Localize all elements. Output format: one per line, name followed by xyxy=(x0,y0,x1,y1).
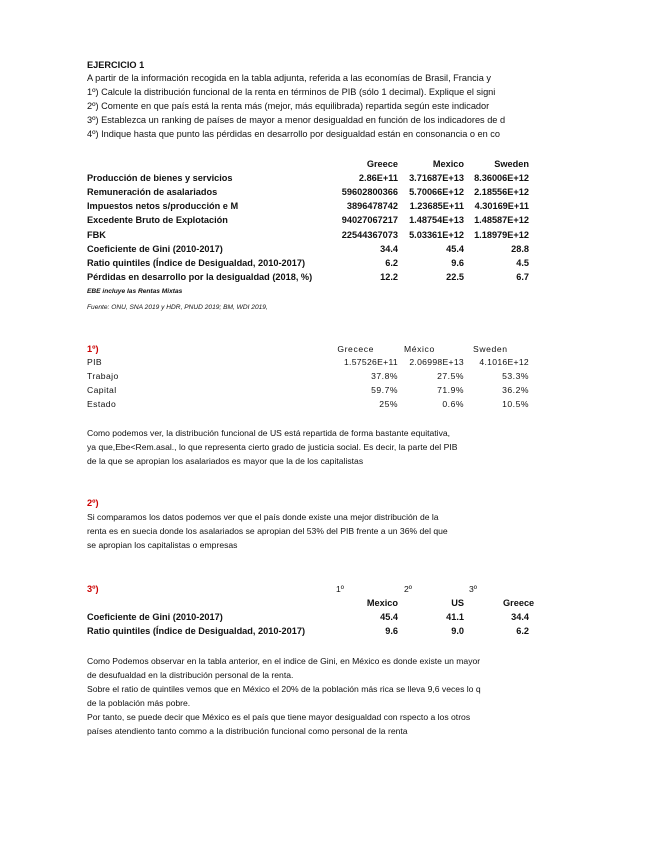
cell-value: 27.5% xyxy=(437,371,464,381)
table-row xyxy=(0,625,655,638)
cell-value: 41.1 xyxy=(446,612,464,622)
rank-3: 3º xyxy=(469,584,477,594)
cell-value: 25% xyxy=(379,399,398,409)
section-3-text-line: países atendiento tanto commo a la distribución funcional como personal de la renta xyxy=(87,726,408,736)
cell-value: 6.7 xyxy=(516,272,529,282)
row-label: Ratio quintiles (Índice de Desigualdad, 2010-2017) xyxy=(87,258,306,268)
cell-value: 1.23685E+11 xyxy=(409,201,464,211)
rank-1: 1º xyxy=(336,584,344,594)
cell-value: 22544367073 xyxy=(341,230,398,240)
cell-value: 5.70066E+12 xyxy=(409,187,464,197)
row-label: Coeficiente de Gini (2010-2017) xyxy=(87,612,223,622)
cell-value: 37.8% xyxy=(371,371,398,381)
cell-value: 12.2 xyxy=(380,272,398,282)
cell-value: 59.7% xyxy=(371,385,398,395)
cell-value: 6.2 xyxy=(385,258,398,268)
column-header-sweden: Sweden xyxy=(473,344,508,354)
row-label: Remuneración de asalariados xyxy=(87,187,218,197)
cell-value: 28.8 xyxy=(511,244,529,254)
cell-value: 36.2% xyxy=(502,385,529,395)
table-row xyxy=(0,271,655,284)
table-row xyxy=(0,214,655,227)
section-1-text-line: ya que,Ebe<Rem.asal., lo que representa cierto grado de justicia social. Es decir, la parte del PIB xyxy=(87,442,458,452)
cell-value: 3896478742 xyxy=(346,201,398,211)
exercise-question-4: 4º) Indique hasta que punto las pérdidas en desarrollo por desigualdad están en consonancia o en co xyxy=(87,129,501,139)
exercise-intro: A partir de la información recogida en la tabla adjunta, referida a las economías de Brasil, Francia y xyxy=(87,73,491,83)
cell-value: 6.2 xyxy=(516,626,529,636)
table-row xyxy=(0,172,655,185)
table-source: Fuente: ONU, SNA 2019 y HDR, PNUD 2019; BM, WDI 2019, xyxy=(87,304,268,311)
table-row xyxy=(0,384,655,397)
row-label: Producción de bienes y servicios xyxy=(87,173,233,183)
table-row xyxy=(0,356,655,369)
cell-value: 3.71687E+13 xyxy=(409,173,464,183)
row-label: Capital xyxy=(87,385,117,395)
exercise-title: EJERCICIO 1 xyxy=(87,60,145,70)
cell-value: 34.4 xyxy=(511,612,529,622)
cell-value: 9.0 xyxy=(451,626,464,636)
cell-value: 9.6 xyxy=(385,626,398,636)
section-1-text-line: Como podemos ver, la distribución funcional de US está repartida de forma bastante equitativa, xyxy=(87,428,451,438)
table-row xyxy=(0,200,655,213)
table-row xyxy=(0,370,655,383)
column-header-mexico: Mexico xyxy=(366,598,398,608)
cell-value: 0.6% xyxy=(442,399,464,409)
table-row xyxy=(0,229,655,242)
column-header-mexico: México xyxy=(404,344,435,354)
cell-value: 71.9% xyxy=(437,385,464,395)
section-3-heading: 3º) xyxy=(87,584,99,594)
section-3-text-line: de la población más pobre. xyxy=(87,698,191,708)
table-row xyxy=(0,186,655,199)
section-2-text-line: se apropian los capitalistas o empresas xyxy=(87,540,238,550)
exercise-question-3: 3º) Establezca un ranking de países de mayor a menor desigualdad en función de los indicadores de d xyxy=(87,115,506,125)
row-label: Impuestos netos s/producción e M xyxy=(87,201,239,211)
cell-value: 22.5 xyxy=(446,272,464,282)
cell-value: 45.4 xyxy=(446,244,464,254)
table-row xyxy=(0,611,655,624)
cell-value: 34.4 xyxy=(380,244,398,254)
table-row xyxy=(0,243,655,256)
row-label: PIB xyxy=(87,357,103,367)
section-2-text-line: Si comparamos los datos podemos ver que el país donde existe una mejor distribución de la xyxy=(87,512,439,522)
cell-value: 59602800366 xyxy=(341,187,398,197)
section-2-heading: 2º) xyxy=(87,498,99,508)
row-label: FBK xyxy=(87,230,106,240)
column-header-greece: Grecece xyxy=(337,344,374,354)
column-header-mexico: Mexico xyxy=(432,159,464,169)
cell-value: 53.3% xyxy=(502,371,529,381)
cell-value: 2.18556E+12 xyxy=(474,187,529,197)
cell-value: 1.57526E+11 xyxy=(343,357,398,367)
cell-value: 10.5% xyxy=(502,399,529,409)
row-label: Estado xyxy=(87,399,117,409)
section-3-text-line: de desufualdad en la distribución personal de la renta. xyxy=(87,670,294,680)
cell-value: 1.18979E+12 xyxy=(474,230,529,240)
column-header-us: US xyxy=(451,598,464,608)
column-header-sweden: Sweden xyxy=(494,159,529,169)
row-label: Ratio quintiles (Índice de Desigualdad, 2010-2017) xyxy=(87,626,306,636)
section-3-text-line: Sobre el ratio de quintiles vemos que en México el 20% de la población más rica se lleva 9,6 veces lo q xyxy=(87,684,481,694)
cell-value: 45.4 xyxy=(380,612,398,622)
exercise-question-1: 1º) Calcule la distribución funcional de la renta en términos de PIB (sólo 1 decimal). Explique el signi xyxy=(87,87,496,97)
cell-value: 94027067217 xyxy=(341,215,398,225)
table-note: EBE incluye las Rentas Mixtas xyxy=(87,288,183,295)
table-row xyxy=(0,398,655,411)
cell-value: 2.86E+11 xyxy=(358,173,398,183)
cell-value: 4.30169E+11 xyxy=(474,201,529,211)
cell-value: 8.36006E+12 xyxy=(474,173,529,183)
column-header-greece: Greece xyxy=(503,598,535,608)
section-3-text-line: Como Podemos observar en la tabla anterior, en el indice de Gini, en México es donde existe un mayor xyxy=(87,656,481,666)
section-3-text-line: Por tanto, se puede decir que México es el país que tiene mayor desigualdad con rspecto a los otros xyxy=(87,712,471,722)
row-label: Pérdidas en desarrollo por la desigualdad (2018, %) xyxy=(87,272,313,282)
row-label: Excedente Bruto de Explotación xyxy=(87,215,228,225)
cell-value: 1.48754E+13 xyxy=(409,215,464,225)
exercise-question-2: 2º) Comente en que país está la renta más (mejor, más equilibrada) repartida según este indicador xyxy=(87,101,490,111)
cell-value: 1.48587E+12 xyxy=(474,215,529,225)
table-row xyxy=(0,257,655,270)
column-header-greece: Greece xyxy=(366,159,398,169)
cell-value: 2.06998E+13 xyxy=(409,357,464,367)
row-label: Trabajo xyxy=(87,371,119,381)
section-1-heading: 1º) xyxy=(87,344,99,354)
cell-value: 5.03361E+12 xyxy=(409,230,464,240)
cell-value: 4.5 xyxy=(516,258,529,268)
rank-2: 2º xyxy=(404,584,412,594)
section-2-text-line: renta es en suecia donde los asalariados se apropian del 53% del PIB frente a un 36% del que xyxy=(87,526,448,536)
cell-value: 4.1016E+12 xyxy=(479,357,529,367)
cell-value: 9.6 xyxy=(451,258,464,268)
section-1-text-line: de la que se apropian los asalariados es mayor que la de los capitalistas xyxy=(87,456,364,466)
row-label: Coeficiente de Gini (2010-2017) xyxy=(87,244,223,254)
